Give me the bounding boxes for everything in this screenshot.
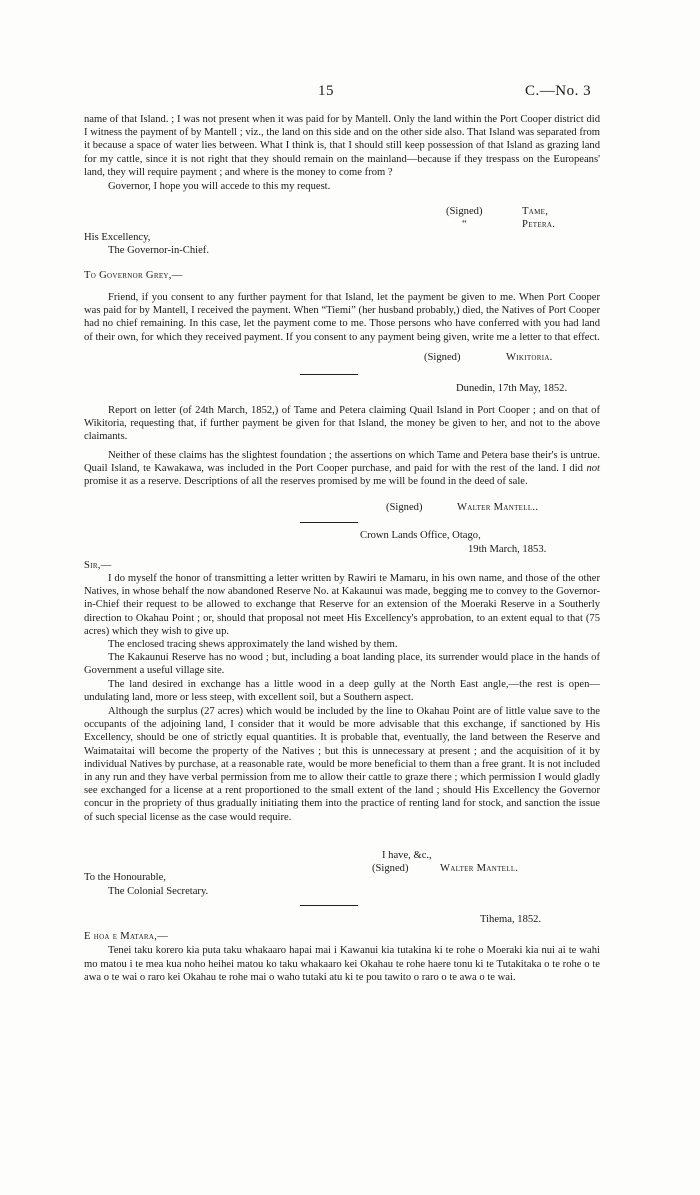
page-number: 15 [318,83,334,99]
letter2-signed: (Signed) [424,352,461,363]
letter3-salutation: Sir,— [84,560,112,571]
letter2-salutation: To Governor Grey,— [84,270,183,281]
letter3-paragraph-1: I do myself the honor of transmitting a letter written by Rawiri te Mamaru, in his own name, and those of the other Natives, in whose behalf the now abandoned Reserve No. at Kakaunui was made, begging me to convey to the Governor-in-Chief their request to be allowed to exchange that Reserve for an extension of the Moeraki Reserve in a Southerly direction to Okahau Point ; or, should that proposal not meet His Excellency's approbation, to an extent equal to that (75 acres) which they wish to give up. [84,573,600,637]
letter2-body: Friend, if you consent to any further payment for that Island, let the payment be given to me. When Port Cooper was paid for by Mantell, I received the payment. When “Tiemi” (her husband probably,) died, the Natives of Port Cooper had no chief remaining. In this case, let the payment come to me. Those persons who have conferred with you had land of their own, for which they received payment. If you consent to any payment being given, write me a letter to that effect. [84,292,600,343]
section-divider [300,522,358,523]
report-dateline: Dunedin, 17th May, 1852. [456,383,568,394]
letter3-signer: Walter Mantell. [440,863,519,874]
letter3-paragraph-5: Although the surplus (27 acres) which would be included by the line to Okahau Point are of little value save to the occupants of the adjoining land, I consider that it would be more advisable that this exchange, if sanctioned by His Excellency, should be one of strictly equal quantities. It is probable that, eventually, the land between the Reserve and Waimataitai will become the property of the Natives ; but this is unnecessary at present ; and the acquisition of it by individual Natives by purchase, at a reasonable rate, would be more beneficial to them than a free grant. It is not included in any run and they have verbal permission from me to allow their cattle to graze there ; which permission I would gladly see exchanged for a license at a rent proportioned to the small extent of the land ; should His Excellency the Governor concur in the propriety of thus gradually initiating them into the practice of renting land for stock, and sanction the issue of such special license as the case would require. [84,706,600,823]
letter4-salutation: E hoa e Matara,— [84,931,169,942]
letter1-signer-tame: Tame, [522,206,549,217]
document-reference: C.—No. 3 [525,83,592,99]
emphasis-not: not [586,463,600,475]
letter2-signer: Wikitoria. [506,352,553,363]
section-divider [300,905,358,906]
report-paragraph-2: Neither of these claims has the slightest foundation ; the assertions on which Tame and Petera base their's is untrue. Quail Island, te Kawakawa, was included in the Port Cooper purchase, and paid for with the rest of the land. I did not promise it as a reserve. Descriptions of all the reserves promised by me will be found in the deed of sale. [84,450,600,488]
letter4-dateline: Tihema, 1852. [480,914,542,925]
letter3-close: I have, &c., [382,850,432,861]
letter4-body: Tenei taku korero kia puta taku whakaaro hapai mai i Kawanui kia tutakina ki te rohe o Moeraki kia nui ai te wahi mo matou i te mea kua noho heihei matou ko taku whakaaro kei Okahau te rohe haere tonu ki te Tutakitaka o te rohe o te awa o te wai o raro kei Okahau te rohe mai o waho tutaki atu ki te pou tawito o raro o te awa o te wai. [84,945,600,984]
letter3-signed: (Signed) [372,863,409,874]
letter3-dateline-1: Crown Lands Office, Otago, [360,530,481,541]
letter1-addressee-line2: The Governor-in-Chief. [108,245,209,256]
letter3-paragraph-2: The enclosed tracing shews approximately the land wished by them. [108,639,398,650]
letter3-addressee-line2: The Colonial Secretary. [108,886,209,897]
letter1-signed: (Signed) [446,206,483,217]
letter3-paragraph-3: The Kakaunui Reserve has no wood ; but, including a boat landing place, its surrender would place in the hands of Government a useful village site. [84,652,600,677]
letter1-addressee-line1: His Excellency, [84,232,151,243]
section-divider [300,374,358,375]
letter1-ditto-mark: “ [462,219,467,230]
report-signer: Walter Mantell.. [457,502,539,513]
letter1-closing: Governor, I hope you will accede to this my request. [108,181,331,192]
report-paragraph-1: Report on letter (of 24th March, 1852,) of Tame and Petera claiming Quail Island in Port Cooper ; and on that of Wikitoria, requesting that, if further payment be given for that Island, the money be given to her, and not to the above claimants. [84,405,600,443]
letter3-dateline-2: 19th March, 1853. [468,544,547,555]
letter3-paragraph-4: The land desired in exchange has a little wood in a deep gully at the North East angle,—the rest is open—undulating land, more or less steep, with excellent soil, but a Southern aspect. [84,679,600,704]
letter1-body: name of that Island. ; I was not present when it was paid for by Mantell. Only the land within the Port Cooper district did I witness the payment of by Mantell ; viz., the land on this side and on the other side also. That Island was separated from it because a space of water lies between. What I think is, that I should still keep possession of that Island as grazing land for my cattle, since it is not right that they should remain on the mainland—because if they trespass on the Europeans' land, they will require payment ; and where is the money to come from ? [84,114,600,178]
letter1-signer-petera: Petera. [522,219,556,230]
report-signed: (Signed) [386,502,423,513]
letter3-addressee-line1: To the Honourable, [84,872,166,883]
